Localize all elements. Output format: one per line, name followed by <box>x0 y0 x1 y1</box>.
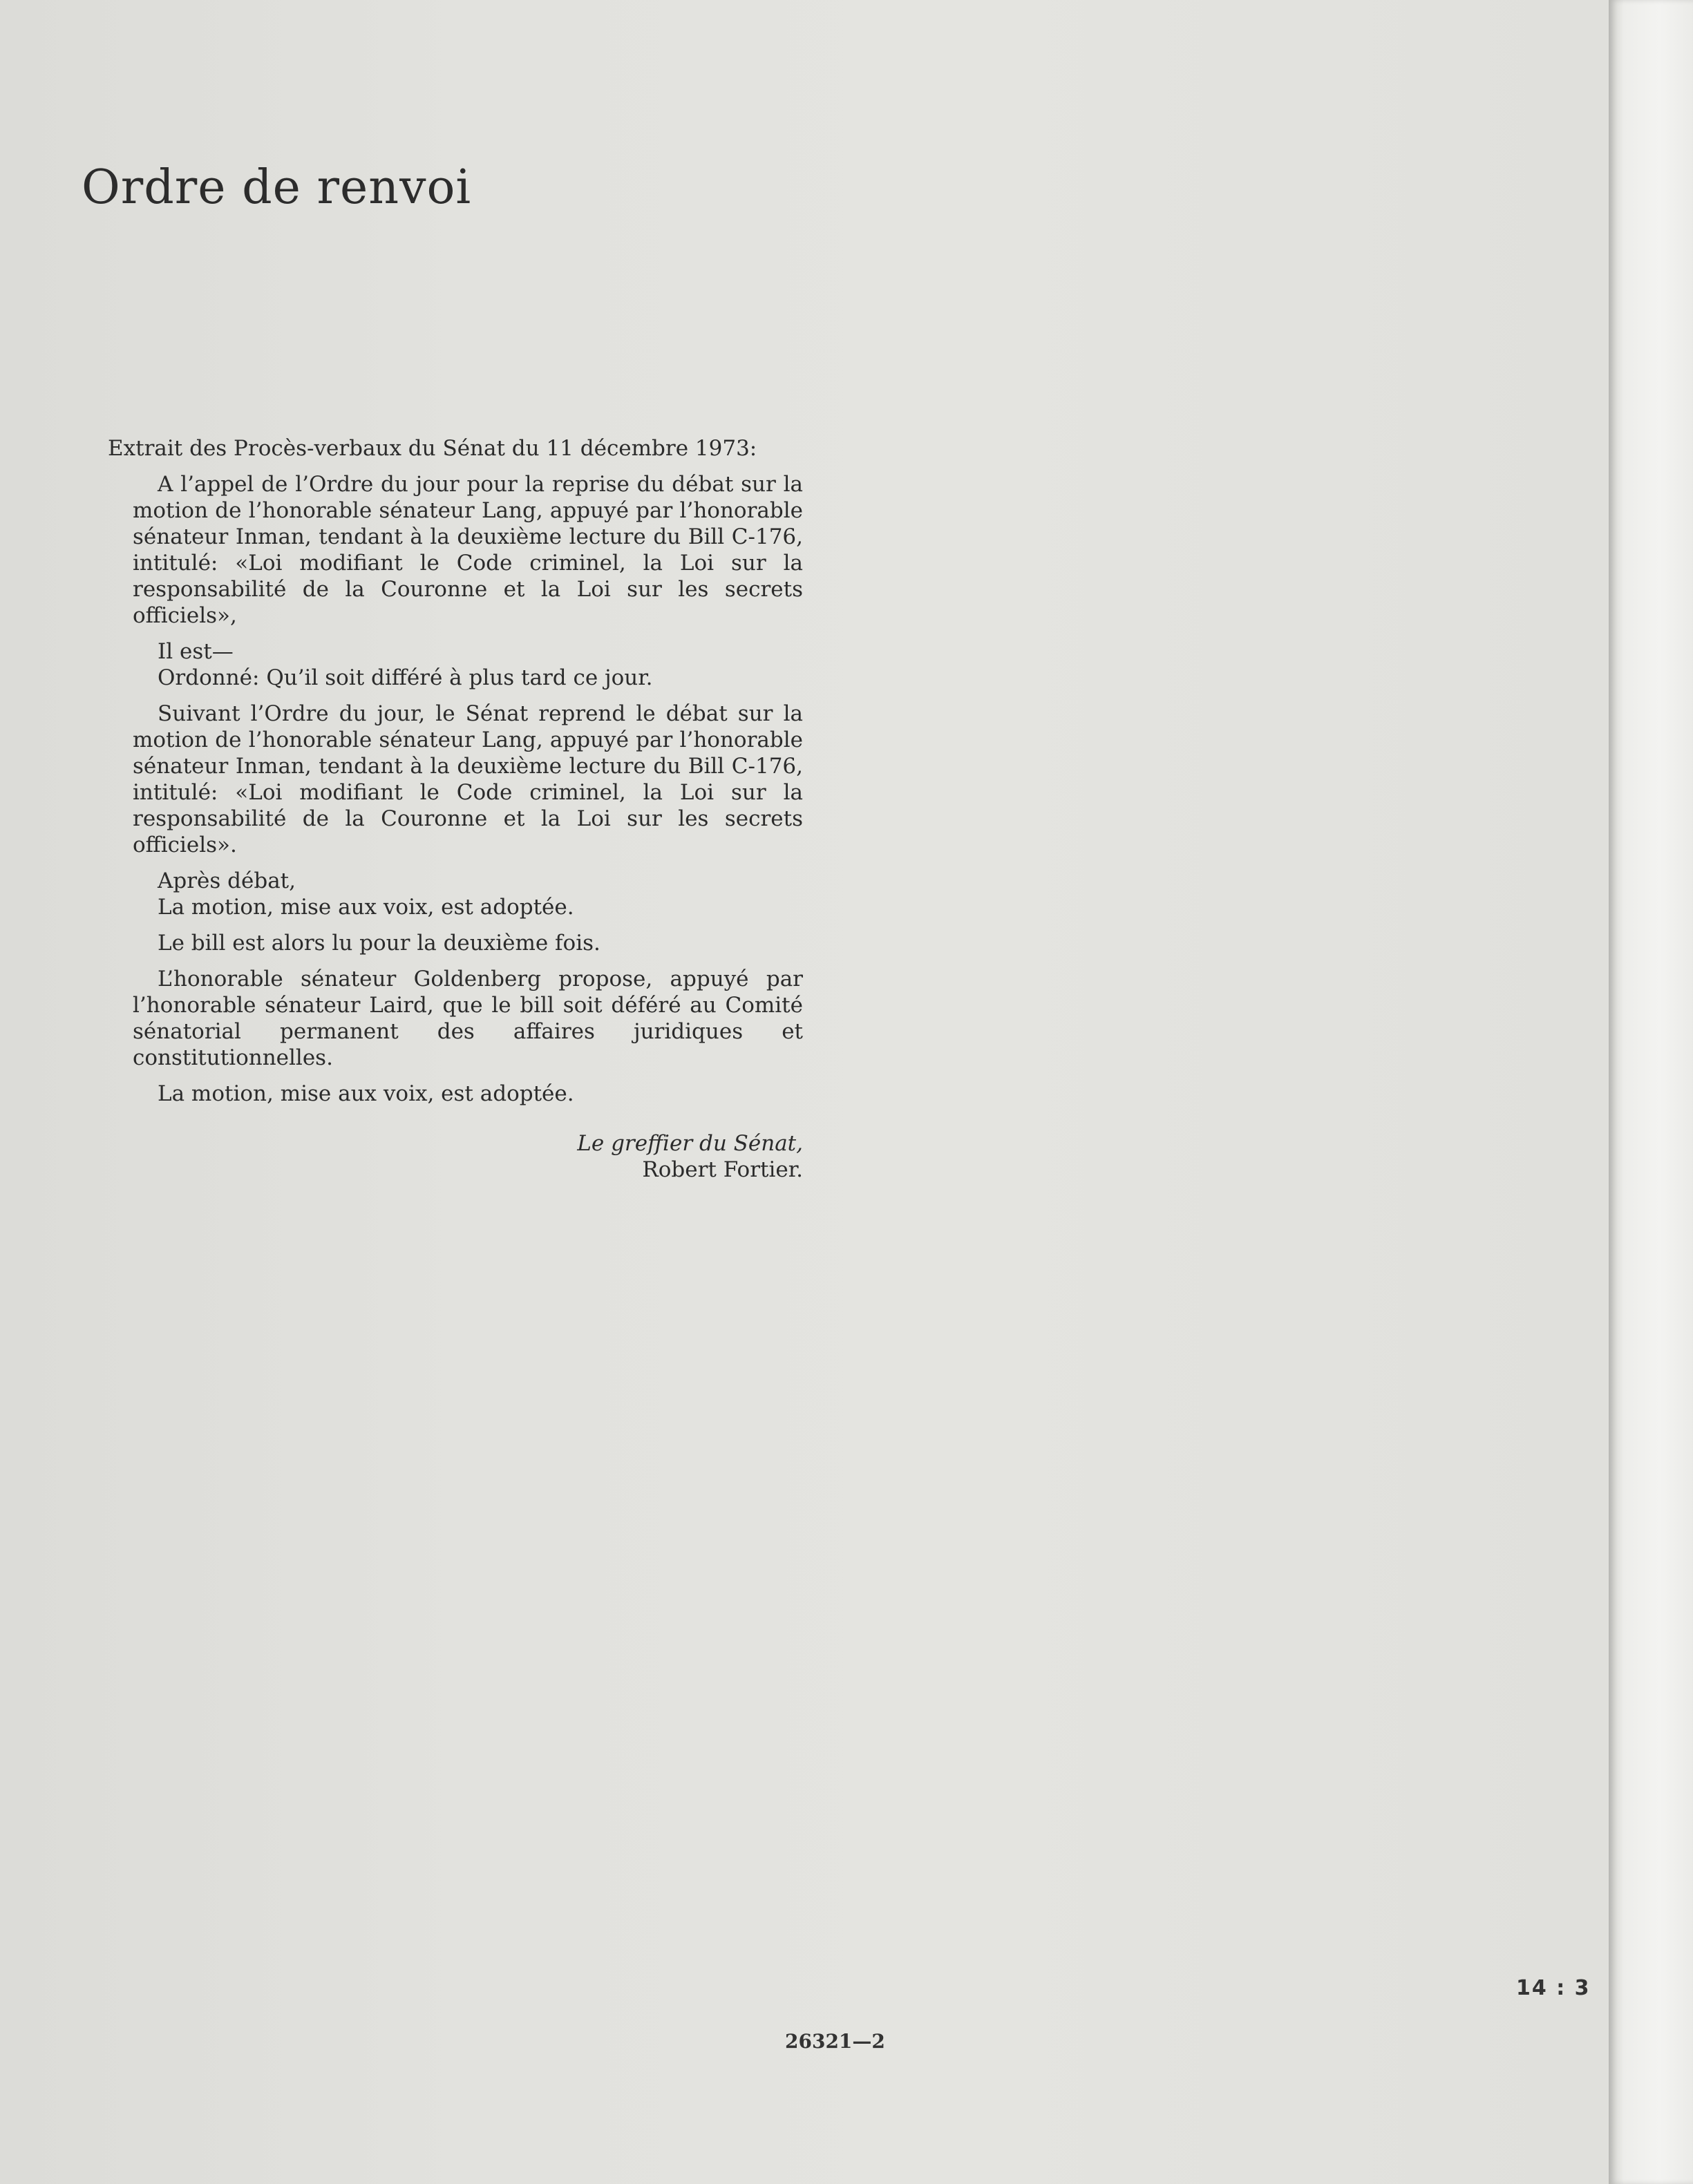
body-column <box>83 435 803 1193</box>
page-title: Ordre de renvoi <box>82 160 472 215</box>
paragraph-resume-debate: Suivant l’Ordre du jour, le Sénat reprend le débat sur la motion de l’honorable sénateur Lang, appuyé par l’honorable sénateur Inman, tendant à la deuxième lecture du Bill C-176, intitulé: «Loi modifiant le Code criminel, la Loi sur la responsabilité de la Couronne et la Loi sur les secrets officiels». <box>133 701 803 857</box>
apres-debat-line: Après débat, <box>158 868 296 893</box>
debate-block <box>83 868 803 956</box>
motion-adopted-line: La motion, mise aux voix, est adoptée. <box>158 895 574 920</box>
paragraph-referral-motion: L’honorable sénateur Goldenberg propose, appuyé par l’honorable sénateur Laird, que le bill soit déféré au Comité sénatorial permanent des affaires juridiques et constitutionnelles. <box>133 967 803 1070</box>
ordonne-line: Ordonné: Qu’il soit différé à plus tard ce jour. <box>158 665 653 690</box>
motion-adopted-line-2: La motion, mise aux voix, est adoptée. <box>158 1081 574 1106</box>
print-reference: 26321—2 <box>785 2030 885 2053</box>
page-number: 14 : 3 <box>1516 1976 1591 2000</box>
il-est-line: Il est— <box>158 639 234 664</box>
page-edge <box>1609 0 1693 2184</box>
intro-paragraph: Extrait des Procès-verbaux du Sénat du 11 décembre 1973: <box>108 436 757 461</box>
order-block <box>83 638 803 691</box>
signature-name: Robert Fortier. <box>642 1157 803 1182</box>
signature-role: Le greffier du Sénat, <box>577 1131 803 1156</box>
second-reading-line: Le bill est alors lu pour la deuxième fois. <box>158 931 600 956</box>
final-block <box>83 1081 803 1107</box>
paragraph-order-of-day: A l’appel de l’Ordre du jour pour la reprise du débat sur la motion de l’honorable sénateur Lang, appuyé par l’honorable sénateur Inman, tendant à la deuxième lecture du Bill C-176, intitulé: «Loi modifiant le Code criminel, la Loi sur la responsabilité de la Couronne et la Loi sur les secrets officiels», <box>133 472 803 628</box>
signature <box>83 1130 803 1183</box>
